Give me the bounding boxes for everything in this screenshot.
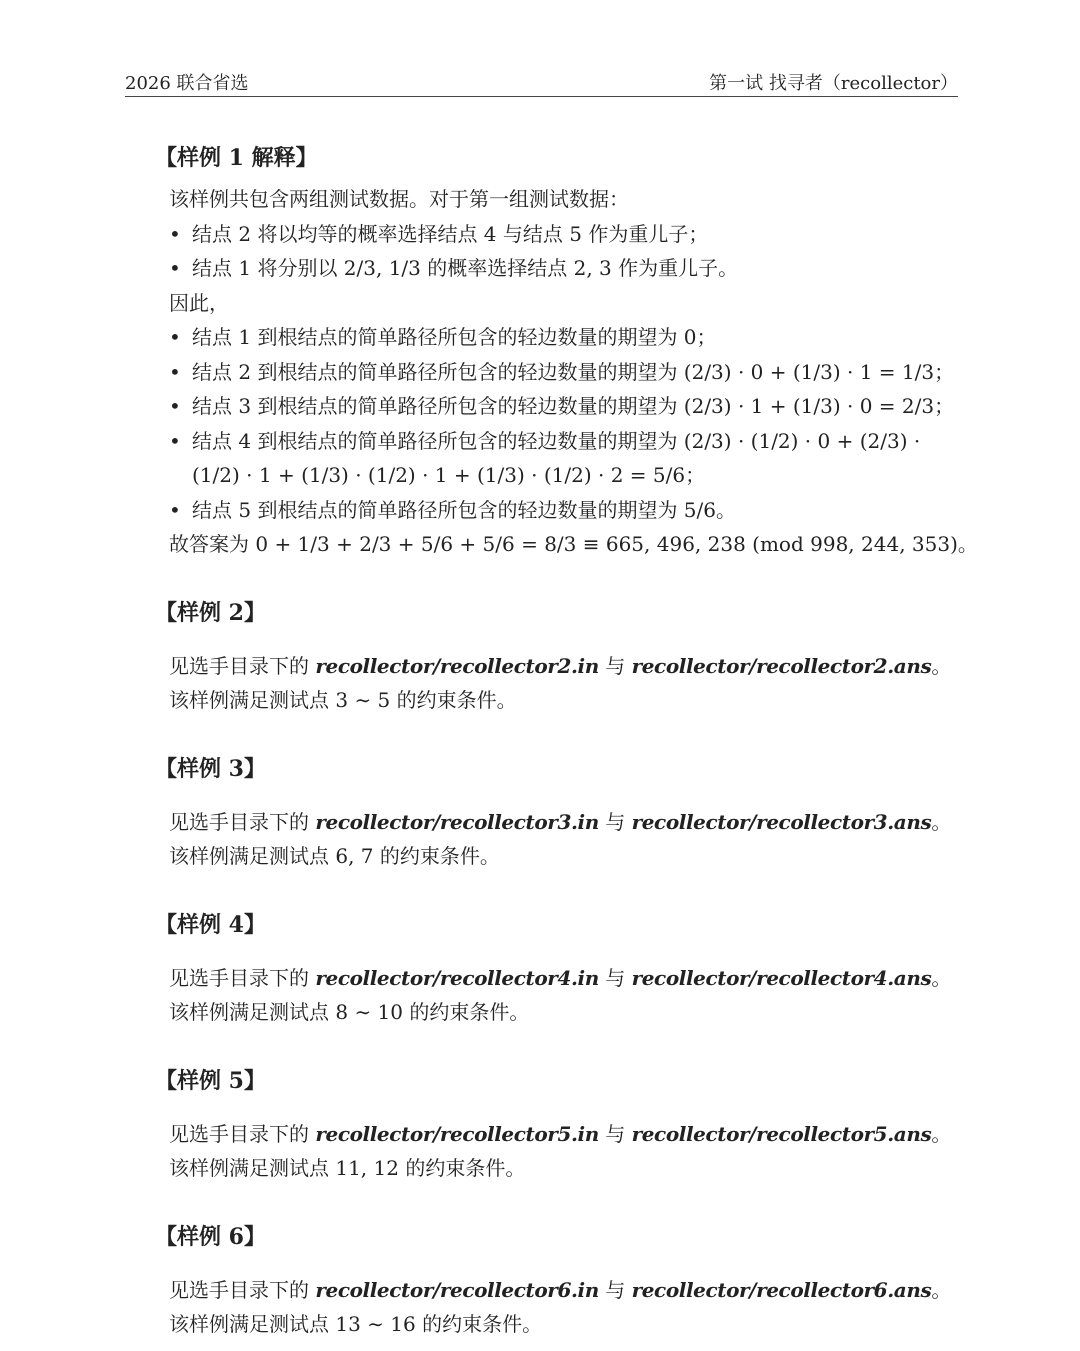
input-file-name: recollector/recollector3.in <box>315 809 599 834</box>
section-title: 【样例 5】 <box>155 1067 266 1094</box>
list-item: • 结点 3 到根结点的简单路径所包含的轻边数量的期望为 (2/3) · 1 + (1/3) · 0 = 2/3； <box>155 389 965 424</box>
answer-file-name: recollector/recollector3.ans <box>631 809 932 834</box>
file-reference: 见选手目录下的 recollector/recollector6.in 与 recollector/recollector6.ans。 <box>169 1277 952 1302</box>
sample-4 <box>155 907 965 1030</box>
answer-file-name: recollector/recollector5.ans <box>631 1121 932 1146</box>
sample-2 <box>155 595 965 718</box>
constraint-note: 该样例满足测试点 3 ∼ 5 的约束条件。 <box>169 688 517 712</box>
section-title: 【样例 2】 <box>155 599 266 626</box>
sample-6 <box>155 1219 965 1342</box>
sample-5 <box>155 1063 965 1186</box>
file-reference: 见选手目录下的 recollector/recollector5.in 与 recollector/recollector5.ans。 <box>169 1121 952 1146</box>
section-title: 【样例 6】 <box>155 1223 266 1250</box>
list-item: • 结点 5 到根结点的简单路径所包含的轻边数量的期望为 5/6。 <box>155 493 965 528</box>
constraint-note: 该样例满足测试点 6, 7 的约束条件。 <box>169 844 500 868</box>
page-content <box>155 140 978 1342</box>
constraint-note: 该样例满足测试点 13 ∼ 16 的约束条件。 <box>169 1312 543 1336</box>
file-reference: 见选手目录下的 recollector/recollector4.in 与 recollector/recollector4.ans。 <box>169 965 952 990</box>
header-contest-name: 2026 联合省选 <box>125 73 249 94</box>
section-title: 【样例 3】 <box>155 755 266 782</box>
intro-text: 该样例共包含两组测试数据。对于第一组测试数据： <box>169 187 629 211</box>
answer-file-name: recollector/recollector4.ans <box>631 965 932 990</box>
bullet-icon: • <box>169 394 181 418</box>
answer-file-name: recollector/recollector6.ans <box>631 1277 932 1302</box>
constraint-note: 该样例满足测试点 11, 12 的约束条件。 <box>169 1156 526 1180</box>
bullet-list-expectation <box>155 320 965 527</box>
bullet-icon: • <box>169 325 181 349</box>
therefore-text: 因此， <box>169 290 229 315</box>
list-item: • 结点 4 到根结点的简单路径所包含的轻边数量的期望为 (2/3) · (1/2) · 0 + (2/3) · (1/2) · 1 + (1/3) · (1/2) · 1 + (1/3) · (1/2) · 2 = 5/6； <box>155 424 965 493</box>
bullet-icon: • <box>169 428 181 453</box>
section-title: 【样例 1 解释】 <box>155 145 318 171</box>
bullet-icon: • <box>169 256 181 280</box>
bullet-icon: • <box>169 221 181 246</box>
answer-file-name: recollector/recollector2.ans <box>631 653 932 678</box>
bullet-icon: • <box>169 497 181 522</box>
sample-1-explanation <box>155 140 978 562</box>
input-file-name: recollector/recollector4.in <box>315 965 599 990</box>
header-problem-name: 第一试 找寻者（recollector） <box>709 73 958 94</box>
list-item: • 结点 1 将分别以 2/3, 1/3 的概率选择结点 2, 3 作为重儿子。 <box>155 251 965 286</box>
list-item: • 结点 2 将以均等的概率选择结点 4 与结点 5 作为重儿子； <box>155 217 965 252</box>
input-file-name: recollector/recollector6.in <box>315 1277 599 1302</box>
list-item: • 结点 1 到根结点的简单路径所包含的轻边数量的期望为 0； <box>155 320 965 355</box>
list-item: • 结点 2 到根结点的简单路径所包含的轻边数量的期望为 (2/3) · 0 + (1/3) · 1 = 1/3； <box>155 355 965 390</box>
file-reference: 见选手目录下的 recollector/recollector2.in 与 recollector/recollector2.ans。 <box>169 653 952 678</box>
answer-text: 故答案为 0 + 1/3 + 2/3 + 5/6 + 5/6 = 8/3 ≡ 665, 496, 238 (mod 998, 244, 353)。 <box>169 532 978 556</box>
constraint-note: 该样例满足测试点 8 ∼ 10 的约束条件。 <box>169 1000 530 1024</box>
input-file-name: recollector/recollector2.in <box>315 653 599 678</box>
page-header <box>125 68 958 97</box>
input-file-name: recollector/recollector5.in <box>315 1121 599 1146</box>
section-title: 【样例 4】 <box>155 911 266 938</box>
bullet-icon: • <box>169 359 181 384</box>
sample-3 <box>155 751 965 874</box>
file-reference: 见选手目录下的 recollector/recollector3.in 与 recollector/recollector3.ans。 <box>169 809 952 834</box>
bullet-list-heavy-child <box>155 217 965 286</box>
